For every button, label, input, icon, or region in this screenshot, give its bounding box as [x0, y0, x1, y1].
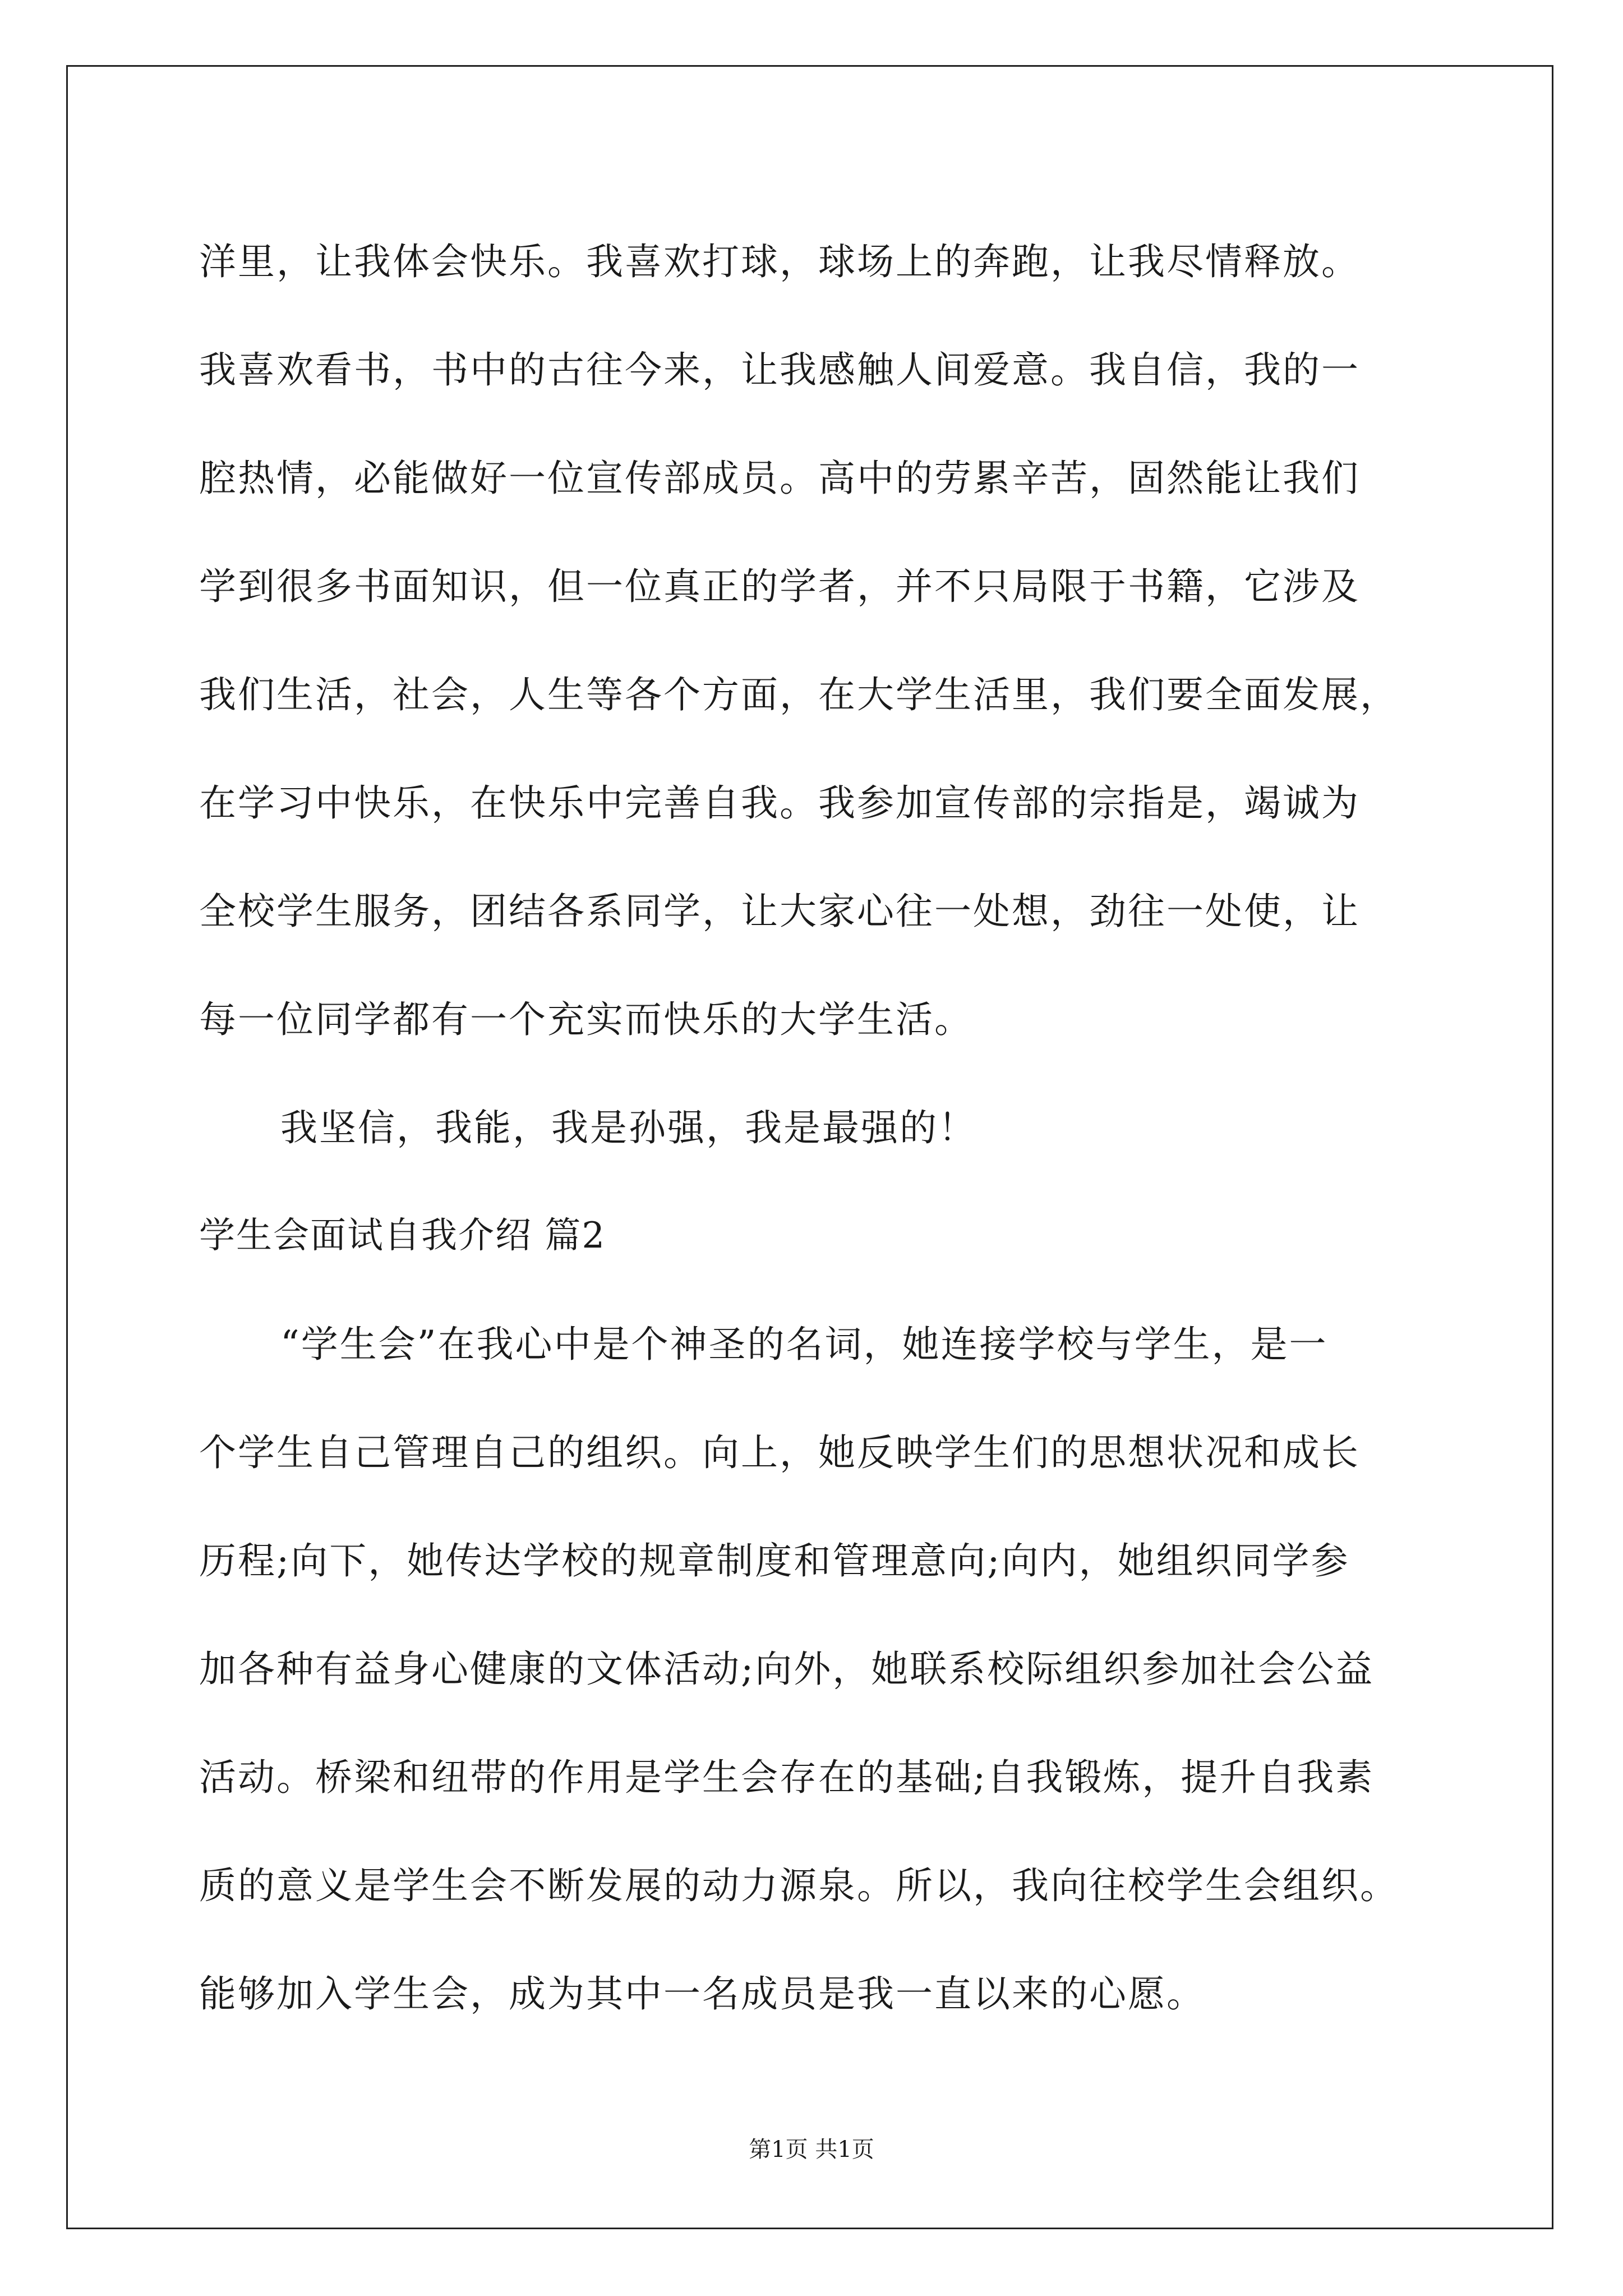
paragraph-line: 在学习中快乐，在快乐中完善自我。我参加宣传部的宗指是，竭诚为 — [199, 781, 1360, 825]
paragraph-line: 加各种有益身心健康的文体活动;向外，她联系校际组织参加社会公益 — [199, 1648, 1375, 1691]
section-heading: 学生会面试自我介绍 篇2 — [199, 1215, 606, 1257]
paragraph-line: 能够加入学生会，成为其中一名成员是我一直以来的心愿。 — [199, 1972, 1205, 2016]
paragraph-line: 活动。桥梁和纽带的作用是学生会存在的基础;自我锻炼，提升自我素 — [199, 1756, 1375, 1799]
closing-statement: 我坚信，我能，我是孙强，我是最强的！ — [280, 1106, 977, 1149]
paragraph-line: 质的意义是学生会不断发展的动力源泉。所以，我向往校学生会组织。 — [199, 1864, 1399, 1907]
document-body — [199, 208, 1467, 2048]
page-footer: 第1页 共1页 — [749, 2137, 874, 2162]
paragraph-line: 我喜欢看书，书中的古往今来，让我感触人间爱意。我自信，我的一 — [199, 348, 1360, 392]
paragraph-line: 洋里，让我体会快乐。我喜欢打球，球场上的奔跑，让我尽情释放。 — [199, 240, 1360, 283]
paragraph-line: 每一位同学都有一个充实而快乐的大学生活。 — [199, 998, 973, 1041]
paragraph-line: 全校学生服务，团结各系同学，让大家心往一处想，劲往一处使，让 — [199, 890, 1360, 933]
paragraph-line: 历程;向下，她传达学校的规章制度和管理意向;向内，她组织同学参 — [199, 1539, 1350, 1582]
paragraph-line: “学生会”在我心中是个神圣的名词，她连接学校与学生，是一 — [280, 1323, 1328, 1366]
paragraph-line: 腔热情，必能做好一位宣传部成员。高中的劳累辛苦，固然能让我们 — [199, 457, 1360, 500]
paragraph-line: 我们生活，社会，人生等各个方面，在大学生活里，我们要全面发展， — [199, 673, 1399, 716]
paragraph-line: 学到很多书面知识，但一位真正的学者，并不只局限于书籍，它涉及 — [199, 565, 1360, 608]
paragraph-line: 个学生自己管理自己的组织。向上，她反映学生们的思想状况和成长 — [199, 1431, 1360, 1474]
